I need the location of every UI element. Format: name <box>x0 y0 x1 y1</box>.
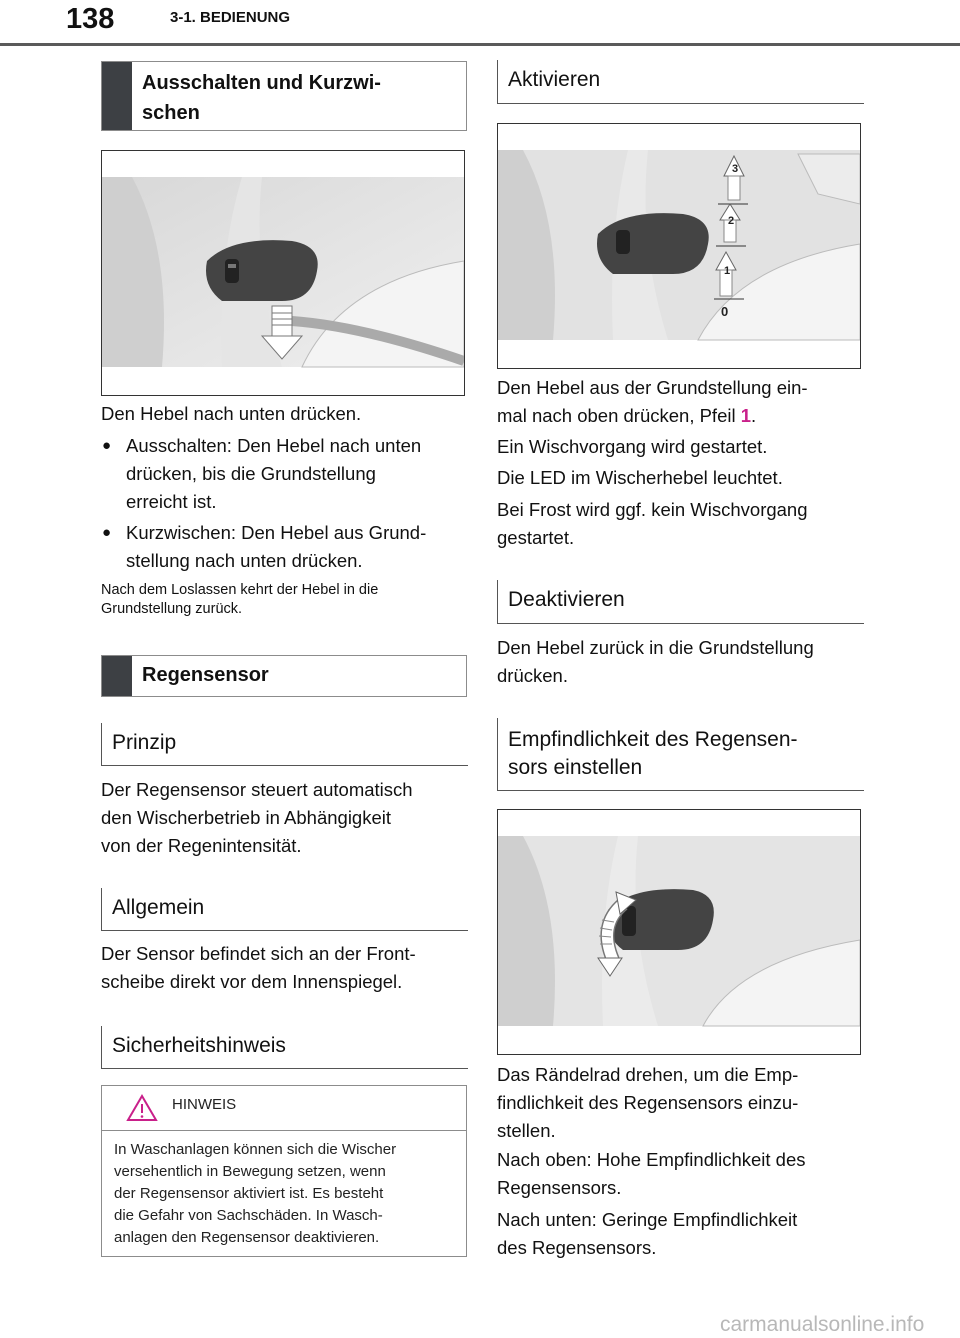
bullet-dot-icon: ● <box>102 437 112 454</box>
figure-lever-down <box>101 150 465 396</box>
warning-note-box <box>101 1085 467 1257</box>
subheading-prinzip: Prinzip <box>101 723 468 766</box>
small-note-text: Nach dem Loslassen kehrt der Hebel in die Grundstellung zurück. <box>101 582 379 617</box>
chapter-title: 3-1. BEDIENUNG <box>170 9 291 26</box>
position-3-label: 3 <box>732 163 739 175</box>
para-lever-down: Den Hebel nach unten drücken. <box>101 403 362 424</box>
para-prinzip: Der Regensensor steuert automatisch den Wischerbetrieb in Abhängigkeit von der Regenintensität. <box>101 779 413 856</box>
heading-bar <box>102 62 132 130</box>
page-header <box>0 0 960 46</box>
position-2-label: 2 <box>728 215 735 227</box>
heading-bar <box>102 656 132 696</box>
para-nach-unten: Nach unten: Geringe Empfindlichkeit des Regensensors. <box>497 1209 798 1258</box>
page-number: 138 <box>66 3 115 35</box>
para-frost: Bei Frost wird ggf. kein Wischvorgang gestartet. <box>497 499 808 548</box>
header-rule <box>0 43 960 46</box>
bullet-kurzwischen: ● Kurzwischen: Den Hebel aus Grund- stellung nach unten drücken. <box>101 519 467 575</box>
subheading-allgemein: Allgemein <box>101 888 468 931</box>
para-wischvorgang: Ein Wischvorgang wird gestartet. <box>497 436 768 457</box>
bullet-dot-icon: ● <box>102 524 112 541</box>
subheading-sicherheitshinweis: Sicherheitshinweis <box>101 1026 468 1069</box>
position-0-label: 0 <box>721 304 729 319</box>
note-header <box>102 1086 466 1131</box>
figure-lever-up-positions <box>497 123 861 369</box>
position-1-label: 1 <box>724 265 731 277</box>
para-aktivieren: Den Hebel aus der Grundstellung ein- mal nach oben drücken, Pfeil 1. <box>497 377 808 426</box>
note-title: HINWEIS <box>172 1096 237 1113</box>
figure-knurled-wheel <box>497 809 861 1055</box>
para-allgemein: Der Sensor befindet sich an der Front- scheibe direkt vor dem Innenspiegel. <box>101 943 416 992</box>
watermark: carmanualsonline.info <box>720 1313 925 1336</box>
subheading-empfindlichkeit: Empfindlichkeit des Regensen- sors einstellen <box>497 718 864 791</box>
warning-triangle-icon <box>126 1094 158 1122</box>
para-raendelrad: Das Rändelrad drehen, um die Emp- findlichkeit des Regensensors einzu- stellen. <box>497 1064 799 1141</box>
section-heading-ausschalten <box>101 61 467 131</box>
note-body: In Waschanlagen können sich die Wischer versehentlich in Bewegung setzen, wenn der Regensensor aktiviert ist. Es besteht die Gefahr von Sachschäden. In Wasch- anlagen den Regensensor deaktivieren. <box>114 1141 397 1246</box>
subheading-deaktivieren: Deaktivieren <box>497 580 864 624</box>
arrow-1-ref: 1 <box>740 405 752 426</box>
subheading-aktivieren: Aktivieren <box>497 60 864 104</box>
heading-text: Regensensor <box>142 664 269 686</box>
para-nach-oben: Nach oben: Hohe Empfindlichkeit des Regensensors. <box>497 1149 806 1198</box>
heading-text: Ausschalten und Kurzwi- schen <box>142 72 381 124</box>
para-deaktivieren: Den Hebel zurück in die Grundstellung drücken. <box>497 637 814 686</box>
section-heading-regensensor <box>101 655 467 697</box>
para-led: Die LED im Wischerhebel leuchtet. <box>497 467 783 488</box>
bullet-ausschalten: ● Ausschalten: Den Hebel nach unten drücken, bis die Grundstellung erreicht ist. <box>101 432 467 516</box>
